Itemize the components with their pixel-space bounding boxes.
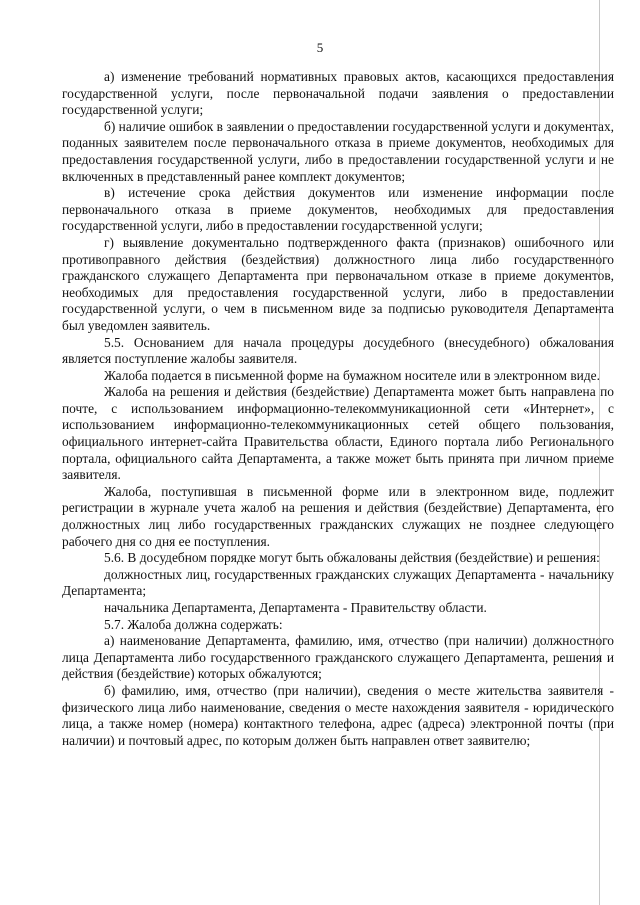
paragraph-content-a: а) наименование Департамента, фамилию, имя, отчество (при наличии) должностного лица Департамента либо государственного гражданского служащего Департамента, решения и действия (бездействие) которых обжалуются; <box>62 633 614 682</box>
paragraph-complaint-form: Жалоба подается в письменной форме на бумажном носителе или в электронном виде. <box>104 367 600 383</box>
paragraph-item-a: а) изменение требований нормативных правовых актов, касающихся предоставления государственной услуги, после первоначальной подачи заявления о предоставлении государственной услуги; <box>62 69 614 118</box>
paragraph-head: начальника Департамента, Департамента - Правительству области. <box>104 600 487 615</box>
paragraph-5-7: 5.7. Жалоба должна содержать: <box>104 616 283 632</box>
paragraph-5-5: 5.5. Основанием для начала процедуры досудебного (внесудебного) обжалования является поступление жалобы заявителя. <box>62 334 614 367</box>
paragraph-item-v: в) истечение срока действия документов или изменение информации после первоначального отказа в приеме документов, необходимых для предоставления государственной услуги, либо в предоставлении государственной услуги; <box>62 185 614 234</box>
document-body <box>62 69 614 749</box>
paragraph-content-b: б) фамилию, имя, отчество (при наличии), сведения о месте жительства заявителя - физического лица либо наименование, сведения о месте нахождения заявителя - юридического лица, а также номер (номера) контактного телефона, адрес (адреса) электронной почты (при наличии) и почтовый адрес, по которым должен быть направлен ответ заявителю; <box>62 682 614 748</box>
paragraph-complaint-channels: Жалоба на решения и действия (бездействие) Департамента может быть направлена по почте, с использованием информационно-телекоммуникационной сети «Интернет», с использованием информационно-телекоммуникационных сетей общего пользования, официального интернет-сайта Правительства области, Единого портала либо Регионального портала, официального сайта Департамента, а также может быть принята при личном приеме заявителя. <box>62 384 614 483</box>
paragraph-officials: должностных лиц, государственных гражданских служащих Департамента - начальнику Департамента; <box>62 566 614 599</box>
page-number: 5 <box>316 40 324 55</box>
paragraph-complaint-registration: Жалоба, поступившая в письменной форме или в электронном виде, подлежит регистрации в журнале учета жалоб на решения и действия (бездействие) Департамента, его должностных лиц либо государственных гражданских служащих не позднее следующего рабочего дня со дня ее поступления. <box>62 483 614 549</box>
paragraph-item-g: г) выявление документально подтвержденного факта (признаков) ошибочного или противоправного действия (бездействия) должностного лица либо государственного гражданского служащего Департамента при первоначальном отказе в приеме документов, необходимых для предоставления государственной услуги, либо в предоставлении государственной услуги, о чем в письменном виде за подписью руководителя Департамента был уведомлен заявитель. <box>62 234 614 333</box>
paragraph-item-b: б) наличие ошибок в заявлении о предоставлении государственной услуги и документах, поданных заявителем после первоначального отказа в приеме документов, необходимых для предоставления государственной услуги, либо в предоставлении государственной услуги и не включенных в представленный ранее комплект документов; <box>62 118 614 184</box>
paragraph-5-6: 5.6. В досудебном порядке могут быть обжалованы действия (бездействие) и решения: <box>104 550 600 566</box>
